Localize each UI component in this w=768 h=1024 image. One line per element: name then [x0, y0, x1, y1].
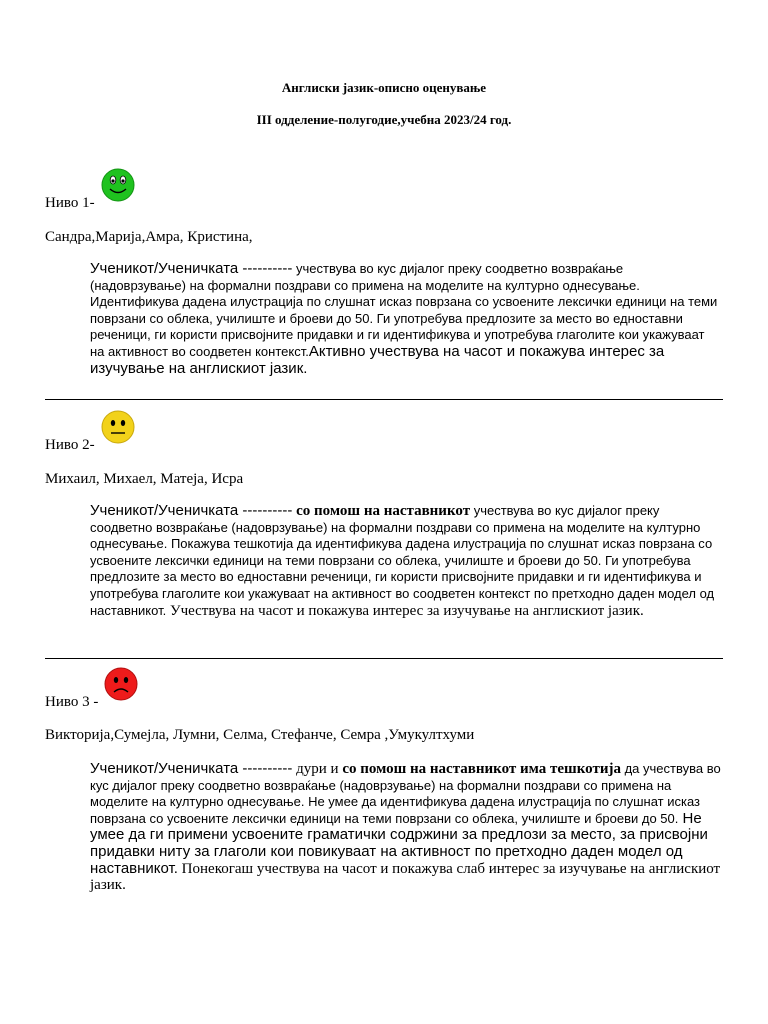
level-2-heading [45, 416, 135, 454]
level-1-label: Ниво 1- [45, 195, 95, 211]
document-subtitle: III одделение-полугодие,учебна 2023/24 год. [256, 112, 512, 127]
level-2-text: учествува во кус дијалог преку соодветно возвраќање (надоврзување) на формални поздрави со примена на моделите на културно однесување. Покажува тешкотија да идентификува дадена илустрација по слушнат исказ поврзана со усвоените лексички единици на теми поврзани со облека, училиште и броеви до 50. Ги употребува предлозите за место во едноставни реченици, ги користи присвојните придавки и ги идентификува и употребува глаголите кои укажуваат на активност во соодветен контекст по претходно даден модел од наставникот. [90, 503, 715, 618]
divider-1 [45, 399, 723, 400]
level-3-bold: со помош на наставникот има тешкотија [342, 761, 621, 777]
level-3-label: Ниво 3 - [45, 694, 99, 710]
document-title: Англиски јазик-описно оценување [281, 80, 487, 95]
level-3-intro: Ученикот/Ученичката ---------- [90, 760, 293, 777]
level-2-names: Михаил, Михаел, Матеја, Исра [45, 471, 244, 487]
level-3-names: Викторија,Сумејла, Лумни, Селма, Стефанче, Семра ,Умукултхуми [45, 727, 475, 743]
level-3-text: да учествува во кус дијалог преку соодветно возвраќање (надоврзување) на формални поздрави со примена на моделите на културно однесување. Не умее да идентификува дадена илустрација по слушнат исказ поврзана со усвоените лексички единици на теми поврзани со облека, училиште и броеви до 50. [90, 761, 721, 826]
level-1-names: Сандра,Марија,Амра, Кристина, [45, 229, 253, 245]
level-1-description [90, 261, 722, 377]
smiley-sad-red-icon [104, 667, 138, 701]
level-3-text2: Не умее да ги примени усвоените граматички содржини за предлози за место, за присвојни придавки ниту за глаголи кои повикуваат на активност по претходно даден модел од наставникот. [90, 809, 708, 877]
smiley-neutral-yellow-icon [101, 410, 135, 444]
level-3-heading [45, 673, 138, 711]
level-2-bold: со помош на наставникот [292, 503, 471, 519]
level-1-text: учествува во кус дијалог преку соодветно возвраќање (надоврзување) на формални поздрави со примена на моделите на културно однесување. Идентификува дадена илустрација по слушнат исказ поврзана со усвоените лексички единици на теми поврзани со облека, училиште и броеви до 50. Ги употребува предлозите за место во едноставни реченици, ги користи присвојните придавки и ги идентификува и употребува глаголите кои укажуваат на активност во соодветен контекст. [90, 261, 718, 359]
level-1-intro: Ученикот/Ученичката ---------- [90, 260, 293, 277]
level-2-label: Ниво 2- [45, 437, 95, 453]
divider-2 [45, 658, 723, 659]
level-3-plain: дури и [292, 761, 343, 777]
level-2-description [90, 503, 722, 619]
level-2-closing: Учествува на часот и покажува интерес за изучување на англискиот јазик. [166, 602, 644, 619]
level-3-closing: Понекогаш учествува на часот и покажува слаб интерес за изучување на англискиот јазик. [90, 860, 721, 894]
smiley-happy-green-icon [101, 168, 135, 202]
level-1-closing: Активно учествува на часот и покажува интерес за изучување на англискиот јазик. [90, 342, 665, 377]
level-3-description [90, 761, 722, 894]
level-2-intro: Ученикот/Ученичката ---------- [90, 502, 293, 519]
level-1-heading [45, 174, 135, 212]
